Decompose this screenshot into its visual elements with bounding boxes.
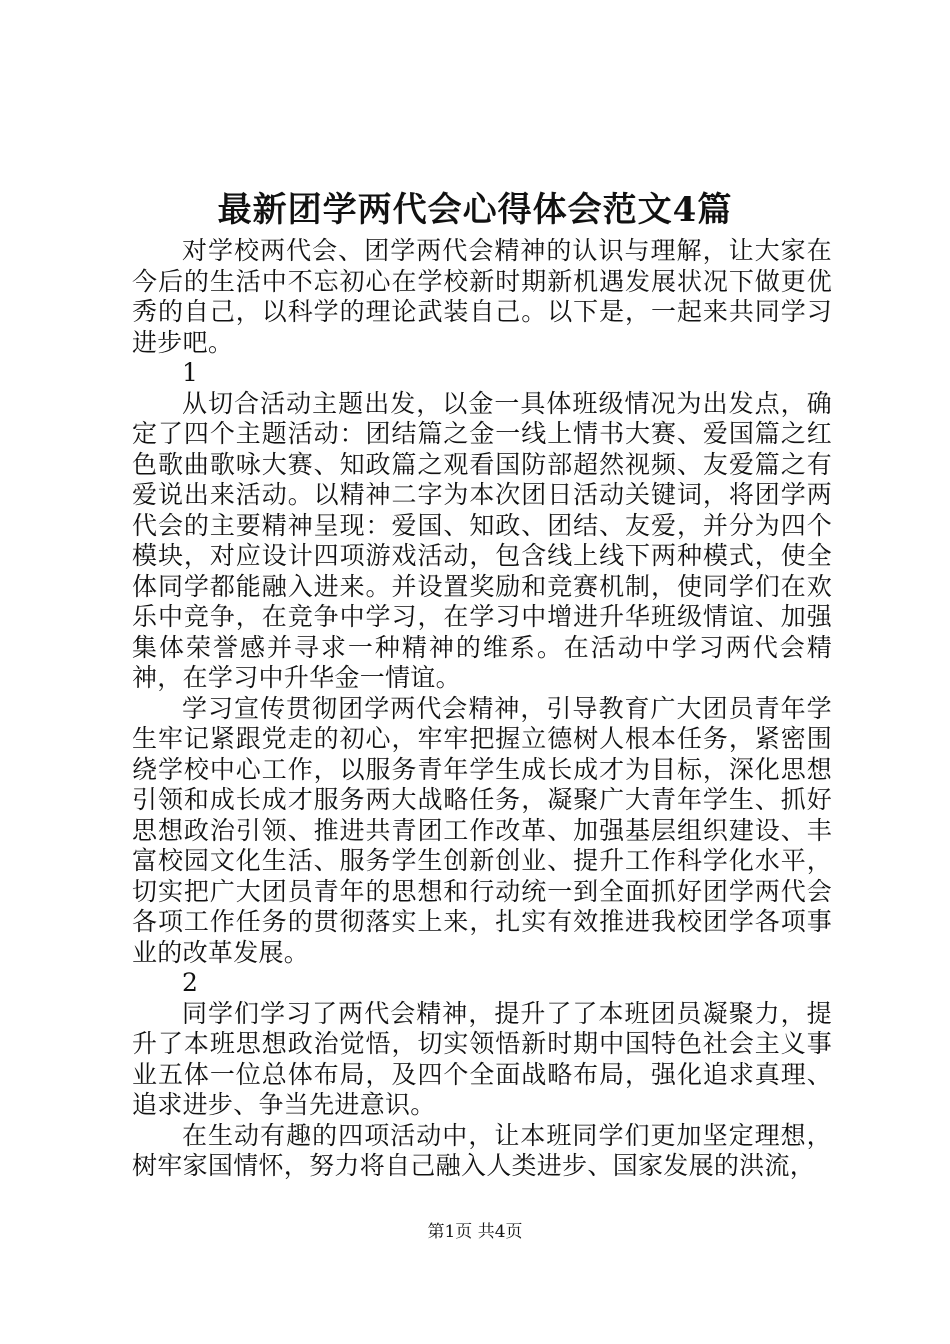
section1-paragraph-2: 学习宣传贯彻团学两代会精神，引导教育广大团员青年学生牢记紧跟党走的初心，牢牢把握立德树人根本任务，紧密围绕学校中心工作，以服务青年学生成长成才为目标，深化思想引领和成长成才服务两大战略任务，凝聚广大青年学生、抓好思想政治引领、推进共青团工作改革、加强基层组织建设、丰富校园文化生活、服务学生创新创业、提升工作科学化水平，切实把广大团员青年的思想和行动统一到全面抓好团学两代会各项工作任务的贯彻落实上来，扎实有效推进我校团学各项事业的改革发展。 [132, 693, 832, 967]
section2-paragraph-2: 在生动有趣的四项活动中，让本班同学们更加坚定理想，树牢家国情怀，努力将自己融入人类进步、国家发展的洪流， [132, 1120, 832, 1180]
section-number-2: 2 [182, 968, 198, 997]
section1-paragraph-1: 从切合活动主题出发，以金一具体班级情况为出发点，确定了四个主题活动：团结篇之金一线上情书大赛、爱国篇之红色歌曲歌咏大赛、知政篇之观看国防部超然视频、友爱篇之有爱说出来活动。以精神二字为本次团日活动关键词，将团学两代会的主要精神呈现：爱国、知政、团结、友爱，并分为四个模块，对应设计四项游戏活动，包含线上线下两种模式，使全体同学都能融入进来。并设置奖励和竞赛机制，使同学们在欢乐中竞争，在竞争中学习，在学习中增进升华班级情谊、加强集体荣誉感并寻求一种精神的维系。在活动中学习两代会精神，在学习中升华金一情谊。 [132, 388, 832, 692]
section-number-1: 1 [182, 358, 198, 387]
intro-paragraph: 对学校两代会、团学两代会精神的认识与理解，让大家在今后的生活中不忘初心在学校新时期新机遇发展状况下做更优秀的自己，以科学的理论武装自己。以下是，一起来共同学习进步吧。 [132, 236, 832, 357]
section2-paragraph-1: 同学们学习了两代会精神，提升了了本班团员凝聚力，提升了本班思想政治觉悟，切实领悟新时期中国特色社会主义事业五体一位总体布局，及四个全面战略布局，强化追求真理、追求进步、争当先进意识。 [132, 998, 832, 1119]
document-body [132, 236, 832, 1182]
page-footer: 第1页 共4页 [427, 1222, 523, 1242]
document-title: 最新团学两代会心得体会范文4篇 [217, 190, 733, 230]
